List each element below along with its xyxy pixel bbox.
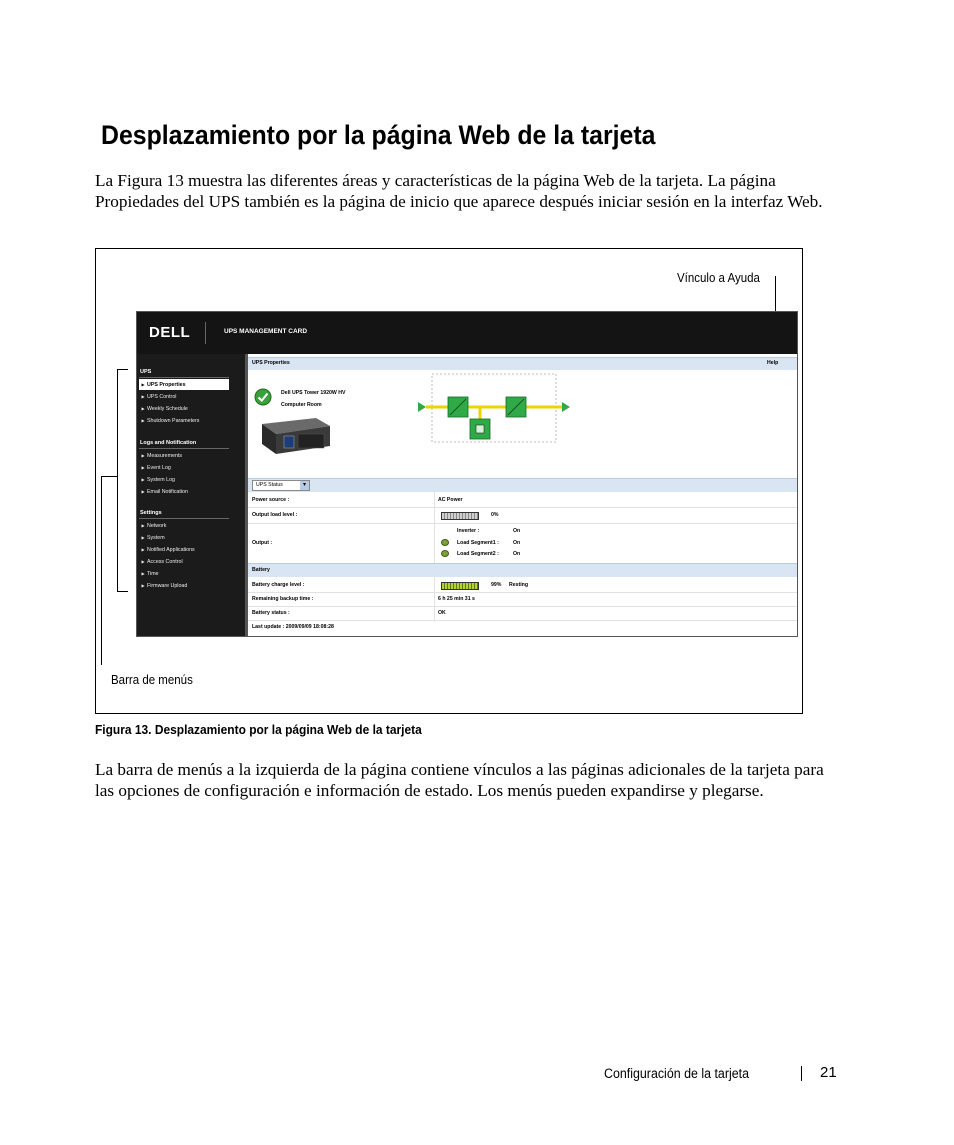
sidebar-item-label: Weekly Schedule [147, 406, 188, 412]
sidebar-item-label: Notified Applications [147, 547, 195, 553]
table-column-divider [434, 492, 435, 563]
sidebar-item-label: UPS Properties [147, 382, 186, 388]
callout-help-link: Vínculo a Ayuda [677, 271, 760, 285]
arrow-right-icon: ▶ [141, 547, 145, 552]
battery-section-title: Battery [252, 567, 270, 573]
device-model: Dell UPS Tower 1920W HV [281, 390, 346, 396]
inverter-value: On [513, 528, 521, 534]
load-segment1-led-icon [441, 539, 449, 546]
last-update: Last update : 2009/09/09 18:08:28 [252, 624, 334, 630]
table-row-divider [248, 592, 797, 593]
arrow-right-icon: ▶ [141, 477, 145, 482]
arrow-right-icon: ▶ [141, 571, 145, 576]
chevron-down-icon: ▾ [300, 481, 309, 490]
arrow-right-icon: ▶ [141, 535, 145, 540]
help-link[interactable]: Help [767, 360, 779, 366]
output-load-gauge [441, 512, 479, 520]
load-segment2-value: On [513, 551, 521, 557]
battery-status-value: OK [438, 610, 446, 616]
menu-bracket-bottom [117, 591, 128, 592]
callout-menu-line-vertical [101, 476, 102, 665]
table-row-divider [248, 507, 797, 508]
load-segment1-label: Load Segment1 : [457, 540, 499, 546]
table-row-divider [248, 620, 797, 621]
sidebar-item-event-log[interactable] [139, 462, 229, 473]
sidebar-item-label: UPS Control [147, 394, 177, 400]
sidebar-item-time[interactable] [139, 568, 229, 579]
header-bar [137, 312, 797, 354]
footer-separator [801, 1066, 802, 1081]
dell-logo: DELL [149, 324, 191, 341]
sidebar-item-label: Email Notification [147, 489, 188, 495]
sidebar-section-ups[interactable]: UPS [140, 369, 152, 375]
page-title-bar [248, 357, 797, 370]
battery-charge-gauge-fill [442, 583, 478, 589]
arrow-right-icon: ▶ [141, 394, 145, 399]
callout-menu-bar: Barra de menús [111, 673, 193, 687]
sidebar-item-label: Access Control [147, 559, 183, 565]
sidebar-item-email-notification[interactable] [139, 486, 229, 497]
backup-time-label: Remaining backup time : [252, 596, 314, 602]
sidebar-item-label: Measurements [147, 453, 183, 459]
sidebar-item-label: System [147, 535, 165, 541]
sidebar-item-ups-control[interactable] [139, 391, 229, 402]
page-title: UPS Properties [252, 360, 290, 366]
battery-charge-label: Battery charge level : [252, 582, 305, 588]
sidebar-section-settings[interactable]: Settings [140, 510, 162, 516]
sidebar-divider [139, 448, 229, 449]
sidebar-section-logs[interactable]: Logs and Notification [140, 440, 197, 446]
load-segment1-value: On [513, 540, 521, 546]
battery-status-label: Battery status : [252, 610, 290, 616]
sidebar-item-notified-applications[interactable] [139, 544, 229, 555]
status-select-value: UPS Status [256, 482, 283, 488]
load-segment2-label: Load Segment2 : [457, 551, 499, 557]
arrow-right-icon: ▶ [141, 406, 145, 411]
intro-paragraph: La Figura 13 muestra las diferentes áreas y características de la página Web de la tarjeta. La página Propiedades del UPS también es la página de inicio que aparece después iniciar sesión en la interfaz Web. [95, 171, 823, 211]
sidebar-item-label: Shutdown Parameters [147, 418, 200, 424]
table-column-divider [434, 577, 435, 622]
sidebar-item-label: Firmware Upload [147, 583, 188, 589]
arrow-right-icon: ▶ [141, 489, 145, 494]
device-location: Computer Room [281, 402, 322, 408]
footer-section-title: Configuración de la tarjeta [604, 1066, 750, 1081]
sidebar-item-label: Network [147, 523, 167, 529]
output-load-value: 0% [491, 512, 499, 518]
load-segment2-led-icon [441, 550, 449, 557]
sidebar-item-network[interactable] [139, 520, 229, 531]
battery-charge-state: Resting [509, 582, 529, 588]
sidebar-item-label: System Log [147, 477, 175, 483]
page-heading: Desplazamiento por la página Web de la tarjeta [101, 120, 656, 150]
arrow-right-icon: ▶ [141, 583, 145, 588]
sidebar-item-label: Event Log [147, 465, 171, 471]
page-number: 21 [820, 1064, 837, 1081]
header-divider [205, 322, 206, 344]
battery-section-bar [248, 563, 797, 577]
arrow-right-icon: ▶ [141, 465, 145, 470]
battery-charge-value: 99% [491, 582, 502, 588]
ups-flow-diagram [416, 372, 572, 444]
sidebar-item-shutdown-parameters[interactable] [139, 415, 229, 426]
sidebar-item-weekly-schedule[interactable] [139, 403, 229, 414]
inverter-label: Inverter : [457, 528, 480, 534]
app-title: UPS MANAGEMENT CARD [224, 328, 308, 335]
sidebar-item-ups-properties[interactable] [139, 379, 229, 390]
callout-menu-line-horizontal [101, 476, 117, 477]
menu-bar [137, 354, 245, 636]
arrow-right-icon: ▶ [141, 453, 145, 458]
sidebar-item-system-log[interactable] [139, 474, 229, 485]
table-row-divider [248, 606, 797, 607]
battery-charge-gauge [441, 582, 479, 590]
status-ok-icon [254, 388, 272, 406]
sidebar-divider [139, 518, 229, 519]
sidebar-item-access-control[interactable] [139, 556, 229, 567]
body-paragraph: La barra de menús a la izquierda de la página contiene vínculos a las páginas adicionales de la tarjeta para las opciones de configuración e información de estado. Los menús pueden expandirse y plegarse. [95, 760, 824, 800]
backup-time-value: 6 h 25 min 31 s [438, 596, 475, 602]
ups-device-image [258, 414, 332, 456]
status-section-bar [248, 478, 797, 492]
output-label: Output : [252, 540, 273, 546]
figure-caption: Figura 13. Desplazamiento por la página Web de la tarjeta [95, 722, 422, 737]
arrow-right-icon: ▶ [141, 382, 145, 387]
menu-bracket-top [117, 369, 128, 370]
sidebar-divider [139, 377, 229, 378]
table-row-divider [248, 523, 797, 524]
main-content [248, 354, 797, 636]
arrow-right-icon: ▶ [141, 418, 145, 423]
output-load-label: Output load level : [252, 512, 298, 518]
power-source-value: AC Power [438, 497, 463, 503]
menu-bracket [117, 369, 118, 591]
arrow-right-icon: ▶ [141, 559, 145, 564]
web-page-screenshot [136, 311, 798, 637]
arrow-right-icon: ▶ [141, 523, 145, 528]
sidebar-item-label: Time [147, 571, 159, 577]
sidebar-item-system[interactable] [139, 532, 229, 543]
sidebar-item-measurements[interactable] [139, 450, 229, 461]
power-source-label: Power source : [252, 497, 290, 503]
sidebar-item-firmware-upload[interactable] [139, 580, 229, 591]
status-select[interactable] [252, 480, 310, 491]
